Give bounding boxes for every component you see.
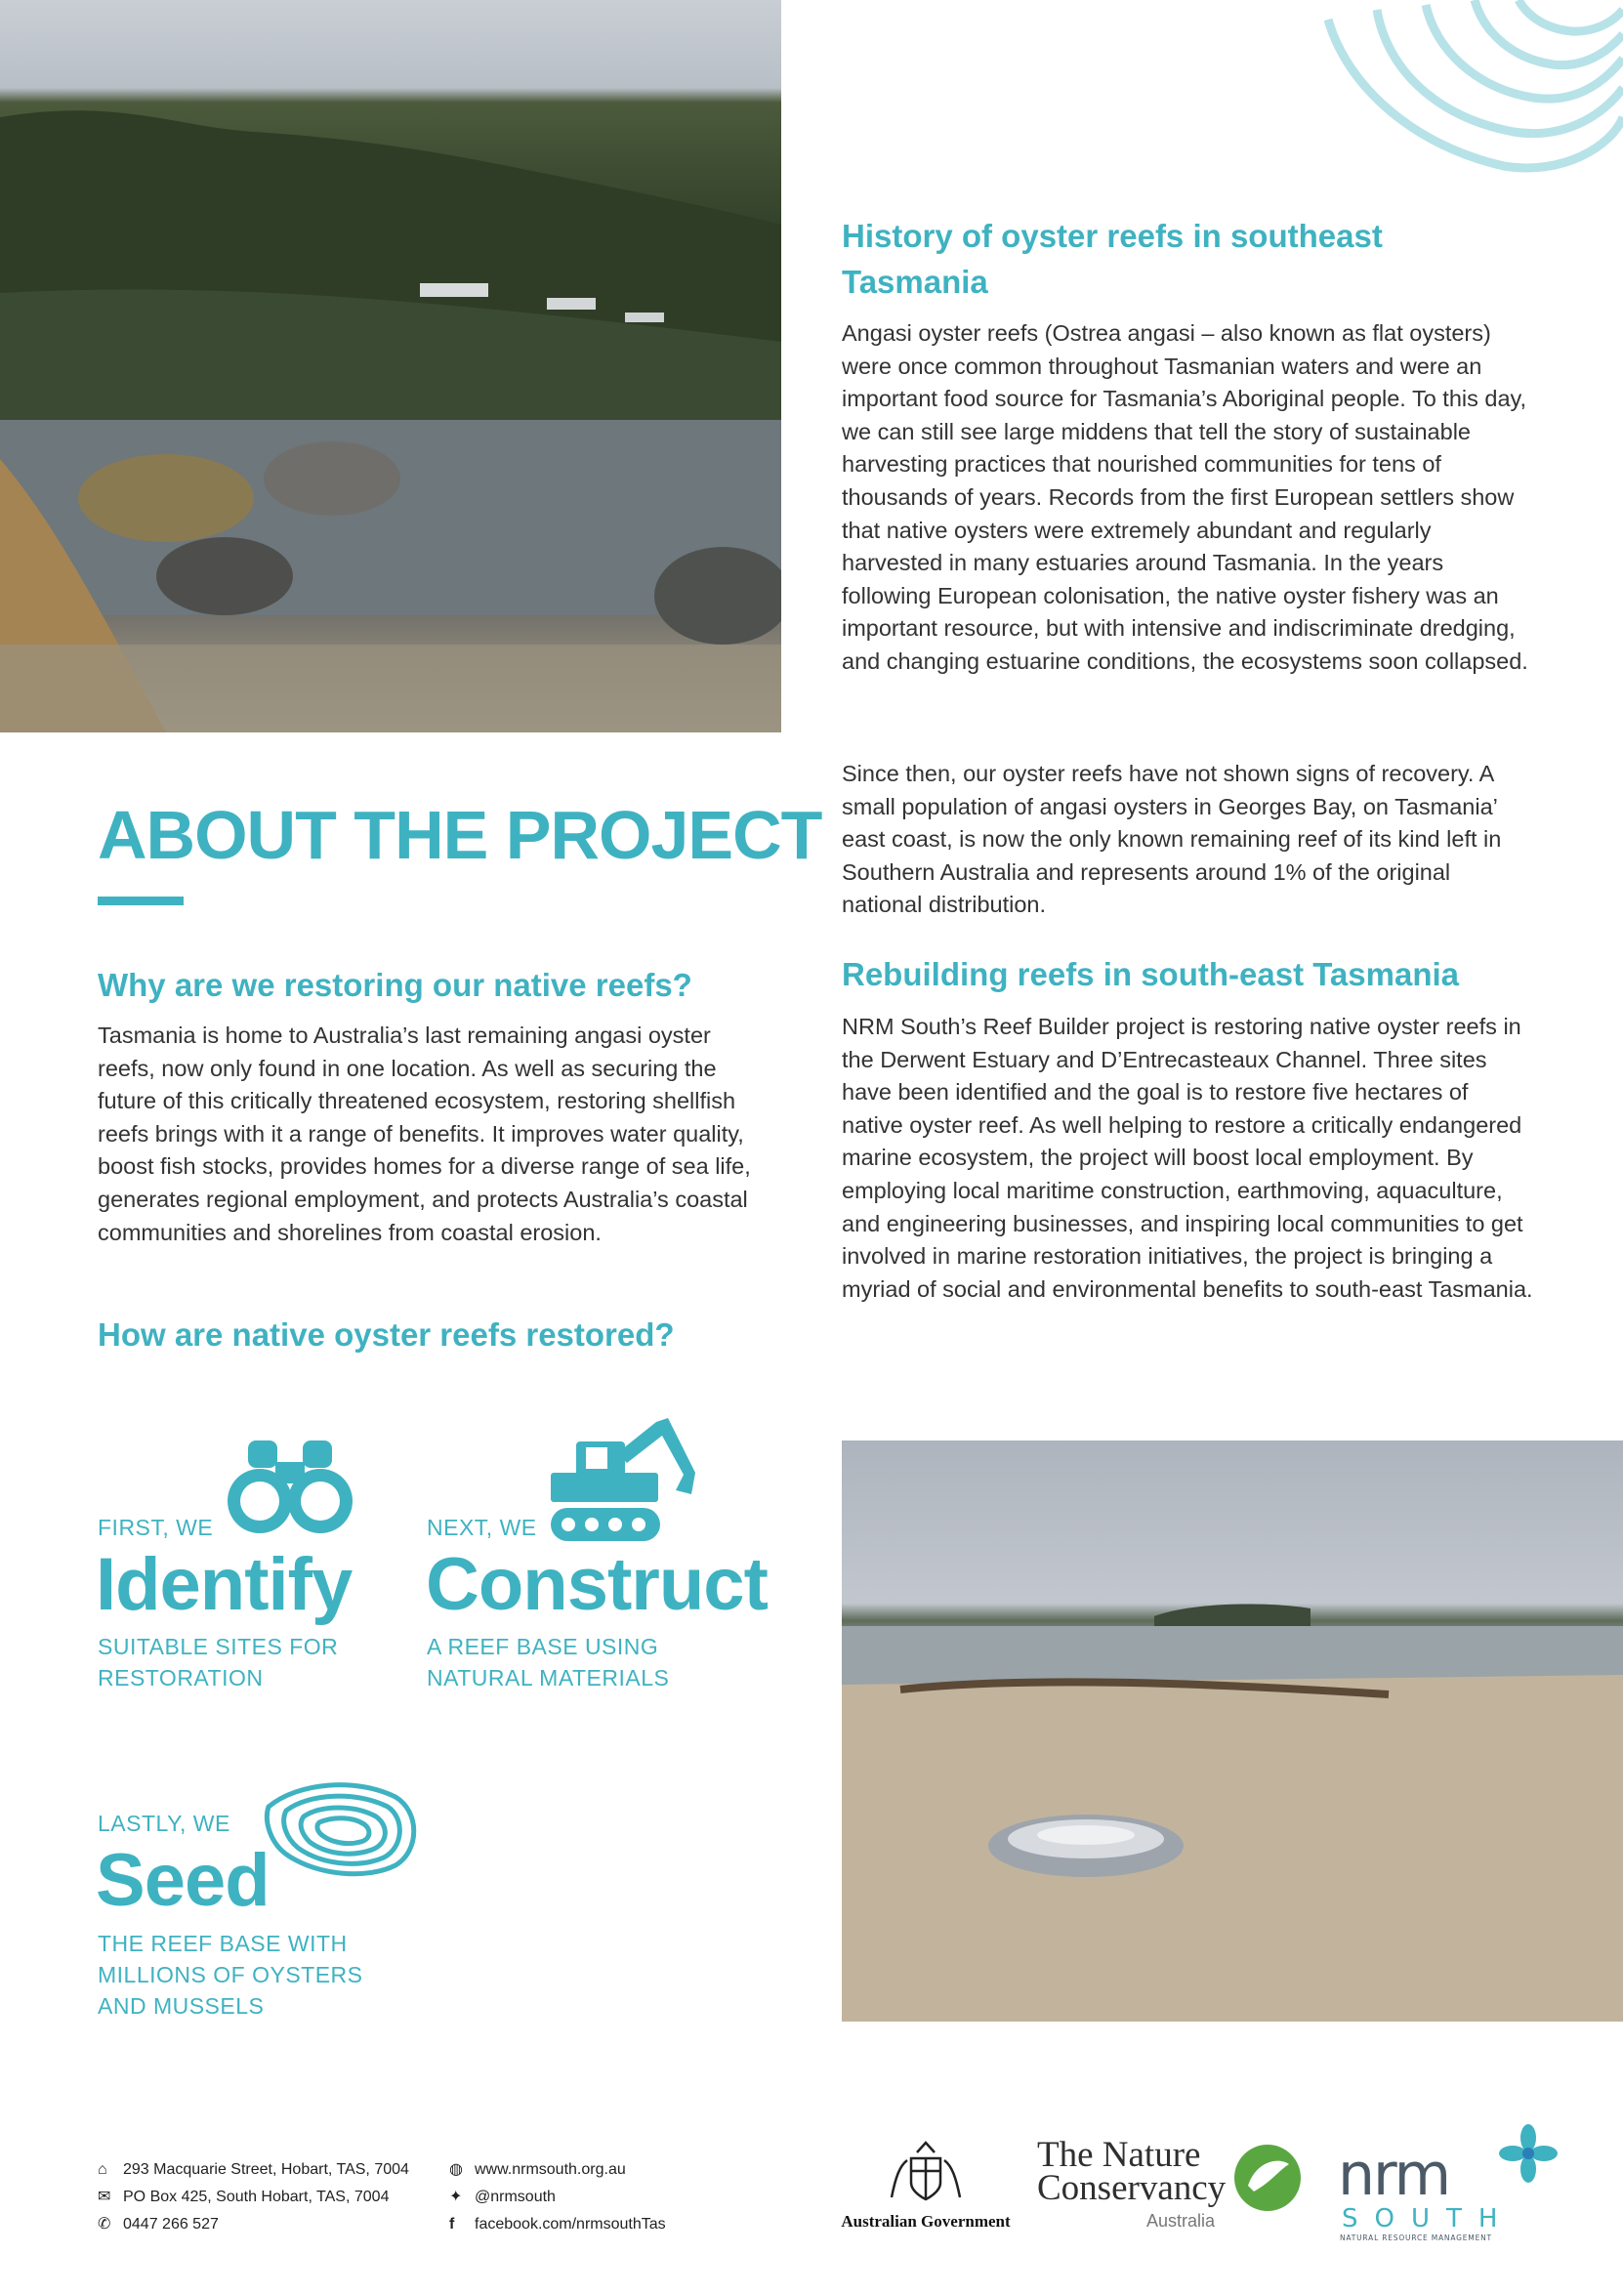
step-seed-desc-line2: MILLIONS OF OYSTERS [98,1962,363,1987]
nrm-south-word: SOUTH [1342,2204,1515,2233]
binoculars-icon [227,1440,354,1534]
excavator-icon [549,1414,700,1541]
facebook-icon: f [449,2216,455,2233]
nrm-subtitle: NATURAL RESOURCE MANAGEMENT [1340,2233,1492,2242]
oyster-icon [259,1777,420,1880]
title-underline [98,897,184,905]
footer-contact [98,2156,409,2238]
footer-online [449,2156,666,2238]
step-construct-desc-line1: A REEF BASE USING [427,1634,659,1659]
step-identify-desc-line1: SUITABLE SITES FOR [98,1634,339,1659]
coastline-photo [0,0,781,732]
beach-oyster-photo [842,1440,1623,2022]
step-construct-desc-line2: NATURAL MATERIALS [427,1665,670,1691]
home-icon: ⌂ [98,2161,107,2178]
nature-conservancy-logo: The Nature Conservancy Australia [1037,2139,1311,2232]
step-seed-desc-line3: AND MUSSELS [98,1993,265,2019]
step-construct-title: Construct [426,1543,768,1626]
step-seed-lead: LASTLY, WE [98,1811,230,1836]
step-seed-desc-line1: THE REEF BASE WITH [98,1931,348,1956]
australian-government-logo: Australian Government [828,2139,1023,2232]
how-heading: How are native oyster reefs restored? [98,1316,675,1353]
rebuilding-heading: Rebuilding reefs in south-east Tasmania [842,956,1460,992]
history-paragraph-1: Angasi oyster reefs (Ostrea angasi – also known as flat oysters) were once common throughout Tasmanian waters and were an important food source for Tasmania’s Aboriginal people. To this day, we can still see large middens that tell the story of sustainable harvesting practices that nourished communities for tens of thousands of years. Records from the first European settlers show that native oysters were extremely abundant and regularly harvested in many estuaries around Tasmania. In the years following European colonisation, the native oyster fishery was an important resource, but with intensive and indiscriminate dredging, and changing estuarine conditions, the ecosystems soon collapsed. [842,320,1528,674]
step-identify-title: Identify [96,1543,353,1626]
coat-of-arms-icon [882,2139,970,2207]
footer-facebook[interactable]: f facebook.com/nrmsouthTas [449,2211,666,2238]
mail-icon: ✉ [98,2189,111,2205]
history-heading: History of oyster reefs in southeast Tasmania [842,218,1383,300]
step-seed-title: Seed [96,1839,270,1922]
oyster-swirl-decoration [1309,0,1623,225]
history-paragraph-2: Since then, our oyster reefs have not shown signs of recovery. A small population of angasi oysters in Georges Bay, on Tasmania’ east coast, is now the only known remaining reef of its kind left in Southern Australia and represents around 1% of the original national distribution. [842,761,1502,918]
globe-icon: ◍ [449,2161,463,2178]
why-paragraph: Tasmania is home to Australia’s last remaining angasi oyster reefs, now only found in one location. As well as securing the future of this critically threatened ecosystem, restoring shellfish reefs brings with it a range of benefits. It improves water quality, boost fish stocks, provides homes for a diverse range of sea life, generates regional employment, and protects Australia’s coastal communities and shorelines from coastal erosion. [98,1023,751,1245]
footer-website[interactable]: ◍ www.nrmsouth.org.au [449,2156,666,2184]
about-title: ABOUT THE PROJECT [98,797,822,873]
step-identify-lead: FIRST, WE [98,1515,214,1540]
rebuilding-paragraph: NRM South’s Reef Builder project is restoring native oyster reefs in the Derwent Estuary and D’Entrecasteaux Channel. Three sites have been identified and the goal is to restore five hectares of native oyster reef. As well helping to restore a critically endangered marine ecosystem, the project will boost local employment. By employing local maritime construction, earthmoving, aquaculture, and engineering businesses, and inspiring local communities to get involved in marine restoration initiatives, the project is bringing a myriad of social and environmental benefits to south-east Tasmania. [842,1014,1533,1302]
tnc-leaf-icon [1232,2143,1303,2213]
step-identify-desc-line2: RESTORATION [98,1665,264,1691]
footer-address: ⌂ 293 Macquarie Street, Hobart, TAS, 7004 [98,2156,409,2184]
phone-icon: ✆ [98,2216,111,2233]
nrm-flower-icon [1499,2124,1558,2183]
nrm-wordmark: nrm [1338,2141,1450,2209]
footer-twitter[interactable]: ✦ @nrmsouth [449,2184,666,2211]
twitter-icon: ✦ [449,2189,463,2205]
step-construct-lead: NEXT, WE [427,1515,537,1540]
footer-po-box: ✉ PO Box 425, South Hobart, TAS, 7004 [98,2184,409,2211]
footer-phone: ✆ 0447 266 527 [98,2211,409,2238]
why-heading: Why are we restoring our native reefs? [98,967,692,1003]
